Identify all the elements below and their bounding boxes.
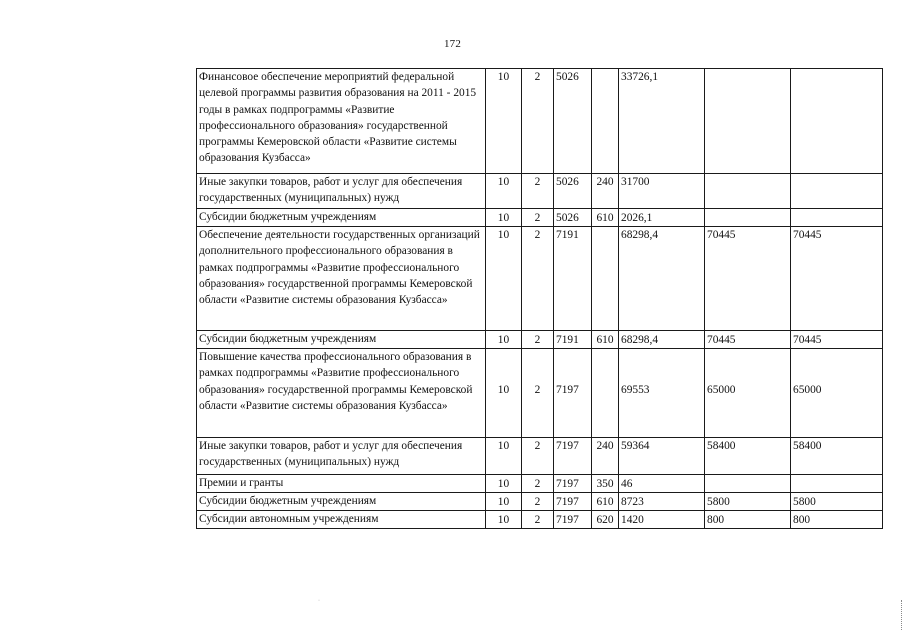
target-article-cell: 7197 bbox=[554, 438, 592, 475]
target-article-cell: 7191 bbox=[554, 227, 592, 331]
section-cell: 10 bbox=[486, 349, 522, 438]
row-name: Субсидии бюджетным учреждениям bbox=[197, 331, 486, 349]
subsection-cell: 2 bbox=[522, 69, 554, 174]
target-article-cell: 7197 bbox=[554, 493, 592, 511]
table-row bbox=[197, 227, 883, 331]
table-row bbox=[197, 174, 883, 209]
target-article-cell: 5026 bbox=[554, 174, 592, 209]
table-row bbox=[197, 69, 883, 174]
amount-year-1-cell: 46 bbox=[619, 475, 705, 493]
table-row bbox=[197, 349, 883, 438]
row-name: Премии и гранты bbox=[197, 475, 486, 493]
target-article-cell: 7197 bbox=[554, 475, 592, 493]
amount-year-1-cell: 33726,1 bbox=[619, 69, 705, 174]
section-cell: 10 bbox=[486, 493, 522, 511]
amount-year-3-cell: 70445 bbox=[791, 331, 883, 349]
subsection-cell: 2 bbox=[522, 227, 554, 331]
amount-year-1-cell: 68298,4 bbox=[619, 227, 705, 331]
amount-year-1-cell: 2026,1 bbox=[619, 209, 705, 227]
section-cell: 10 bbox=[486, 69, 522, 174]
amount-year-3-cell bbox=[791, 69, 883, 174]
table-row bbox=[197, 493, 883, 511]
table-row bbox=[197, 438, 883, 475]
expense-type-cell: 240 bbox=[592, 174, 619, 209]
subsection-cell: 2 bbox=[522, 511, 554, 529]
amount-year-2-cell: 65000 bbox=[705, 349, 791, 438]
amount-year-3-cell: 800 bbox=[791, 511, 883, 529]
subsection-cell: 2 bbox=[522, 493, 554, 511]
row-name: Иные закупки товаров, работ и услуг для обеспечения государственных (муниципальных) нужд bbox=[197, 438, 486, 475]
target-article-cell: 7197 bbox=[554, 349, 592, 438]
budget-table bbox=[196, 68, 883, 529]
section-cell: 10 bbox=[486, 438, 522, 475]
row-name: Иные закупки товаров, работ и услуг для обеспечения государственных (муниципальных) нужд bbox=[197, 174, 486, 209]
expense-type-cell: 240 bbox=[592, 438, 619, 475]
subsection-cell: 2 bbox=[522, 209, 554, 227]
subsection-cell: 2 bbox=[522, 349, 554, 438]
amount-year-3-cell: 58400 bbox=[791, 438, 883, 475]
amount-year-1-cell: 1420 bbox=[619, 511, 705, 529]
row-name: Субсидии автономным учреждениям bbox=[197, 511, 486, 529]
target-article-cell: 5026 bbox=[554, 209, 592, 227]
subsection-cell: 2 bbox=[522, 475, 554, 493]
row-name: Финансовое обеспечение мероприятий федеральной целевой программы развития образования на 2011 - 2015 годы в рамках подпрограммы «Развитие профессионального образования» государственной программы Кемеровской области «Развитие системы образования Кузбасса» bbox=[197, 69, 486, 174]
amount-year-2-cell bbox=[705, 475, 791, 493]
section-cell: 10 bbox=[486, 227, 522, 331]
page-number: 172 bbox=[443, 38, 462, 50]
subsection-cell: 2 bbox=[522, 174, 554, 209]
scan-speck: · bbox=[318, 598, 320, 604]
amount-year-3-cell: 5800 bbox=[791, 493, 883, 511]
row-name: Субсидии бюджетным учреждениям bbox=[197, 209, 486, 227]
amount-year-3-cell: 65000 bbox=[791, 349, 883, 438]
section-cell: 10 bbox=[486, 331, 522, 349]
amount-year-1-cell: 8723 bbox=[619, 493, 705, 511]
amount-year-1-cell: 31700 bbox=[619, 174, 705, 209]
target-article-cell: 7191 bbox=[554, 331, 592, 349]
target-article-cell: 7197 bbox=[554, 511, 592, 529]
amount-year-2-cell: 5800 bbox=[705, 493, 791, 511]
expense-type-cell bbox=[592, 349, 619, 438]
amount-year-2-cell: 58400 bbox=[705, 438, 791, 475]
table-row bbox=[197, 511, 883, 529]
amount-year-2-cell: 70445 bbox=[705, 227, 791, 331]
amount-year-3-cell bbox=[791, 475, 883, 493]
expense-type-cell: 610 bbox=[592, 493, 619, 511]
amount-year-1-cell: 68298,4 bbox=[619, 331, 705, 349]
subsection-cell: 2 bbox=[522, 438, 554, 475]
target-article-cell: 5026 bbox=[554, 69, 592, 174]
table-row bbox=[197, 475, 883, 493]
row-name: Обеспечение деятельности государственных организаций дополнительного профессионального образования в рамках подпрограммы «Развитие профессионального образования» государственной программы Кемеровской области «Развитие системы образования Кузбасса» bbox=[197, 227, 486, 331]
amount-year-2-cell bbox=[705, 174, 791, 209]
section-cell: 10 bbox=[486, 174, 522, 209]
row-name: Субсидии бюджетным учреждениям bbox=[197, 493, 486, 511]
subsection-cell: 2 bbox=[522, 331, 554, 349]
section-cell: 10 bbox=[486, 511, 522, 529]
expense-type-cell: 350 bbox=[592, 475, 619, 493]
table-row bbox=[197, 331, 883, 349]
amount-year-3-cell bbox=[791, 174, 883, 209]
amount-year-2-cell: 70445 bbox=[705, 331, 791, 349]
expense-type-cell: 610 bbox=[592, 331, 619, 349]
section-cell: 10 bbox=[486, 209, 522, 227]
amount-year-1-cell: 69553 bbox=[619, 349, 705, 438]
amount-year-2-cell: 800 bbox=[705, 511, 791, 529]
row-name: Повышение качества профессионального образования в рамках подпрограммы «Развитие профессионального образования» государственной программы Кемеровской области «Развитие системы образования Кузбасса» bbox=[197, 349, 486, 438]
expense-type-cell: 620 bbox=[592, 511, 619, 529]
section-cell: 10 bbox=[486, 475, 522, 493]
amount-year-2-cell bbox=[705, 209, 791, 227]
amount-year-3-cell: 70445 bbox=[791, 227, 883, 331]
expense-type-cell bbox=[592, 227, 619, 331]
amount-year-1-cell: 59364 bbox=[619, 438, 705, 475]
table-row bbox=[197, 209, 883, 227]
amount-year-3-cell bbox=[791, 209, 883, 227]
scan-edge-mark bbox=[901, 600, 905, 630]
amount-year-2-cell bbox=[705, 69, 791, 174]
expense-type-cell: 610 bbox=[592, 209, 619, 227]
expense-type-cell bbox=[592, 69, 619, 174]
